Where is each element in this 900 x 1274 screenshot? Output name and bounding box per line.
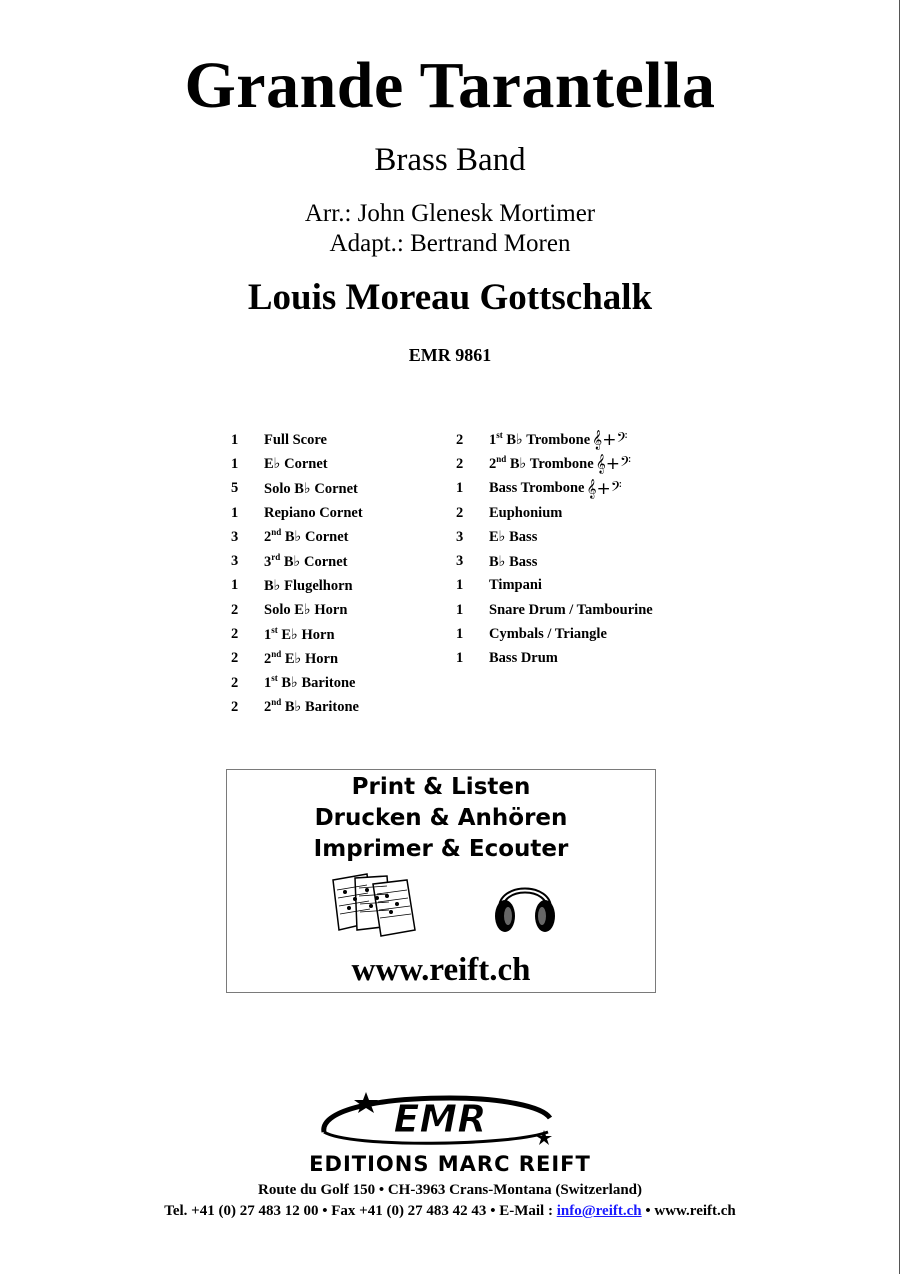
part-quantity: 2 [231, 674, 239, 691]
part-name [264, 455, 328, 473]
part-name [264, 528, 349, 546]
part-row [231, 695, 363, 719]
part-label: B♭ Trombone [506, 456, 594, 473]
part-label: B♭ Flugelhorn [264, 577, 353, 594]
parts-list-left [231, 428, 363, 720]
part-name [489, 431, 590, 449]
part-label: B♭ Trombone [502, 432, 591, 449]
part-name [489, 505, 562, 522]
part-quantity: 1 [456, 626, 464, 643]
part-label: B♭ Bass [489, 553, 538, 570]
part-name [264, 480, 358, 498]
separator: • [490, 1203, 496, 1219]
treble-bass-clef-icon: 𝄞+𝄢 [595, 454, 631, 475]
part-ordinal-suffix: nd [496, 454, 507, 465]
separator: • [322, 1203, 328, 1219]
part-row [231, 598, 363, 622]
part-name [264, 553, 348, 571]
part-name [264, 577, 353, 595]
part-ordinal-suffix: nd [271, 648, 282, 659]
part-ordinal: 3 [264, 553, 272, 570]
part-row [231, 428, 363, 452]
part-row [231, 549, 363, 573]
part-quantity: 2 [456, 504, 464, 521]
print-listen-url[interactable]: www.reift.ch [351, 952, 531, 988]
part-label: Timpani [489, 577, 542, 594]
part-label: Full Score [264, 431, 327, 448]
part-quantity: 1 [231, 504, 239, 521]
part-ordinal: 1 [489, 432, 497, 449]
part-row [231, 477, 363, 501]
part-quantity: 1 [231, 455, 239, 472]
part-name [264, 601, 347, 619]
part-label: Bass Drum [489, 650, 558, 667]
part-quantity: 2 [231, 626, 239, 643]
part-name [264, 432, 327, 449]
part-name [489, 602, 653, 619]
part-ordinal-suffix: st [496, 430, 503, 441]
part-name [489, 577, 542, 594]
email-link[interactable]: info@reift.ch [556, 1203, 642, 1219]
treble-bass-clef-icon: 𝄞+𝄢 [592, 430, 628, 451]
part-quantity: 2 [231, 650, 239, 667]
part-row [456, 574, 653, 598]
adapter-credit: Adapt.: Bertrand Moren [329, 230, 571, 257]
phone-number: Tel. +41 (0) 27 483 12 00 [164, 1203, 319, 1219]
part-row [456, 525, 653, 549]
sheet-music-icon [329, 872, 419, 938]
print-listen-box [226, 769, 656, 993]
part-row [231, 671, 363, 695]
part-name [264, 626, 335, 644]
part-label: B♭ Cornet [280, 553, 348, 570]
part-label: B♭ Cornet [281, 529, 349, 546]
treble-bass-clef-icon: 𝄞+𝄢 [586, 478, 622, 499]
part-ordinal: 2 [264, 529, 272, 546]
part-quantity: 1 [231, 431, 239, 448]
emr-logo [310, 1092, 570, 1150]
part-row [456, 452, 653, 476]
part-label: Euphonium [489, 504, 563, 521]
fax-number: Fax +41 (0) 27 483 42 43 [331, 1203, 487, 1219]
part-label: Snare Drum / Tambourine [489, 601, 653, 618]
part-name [489, 480, 584, 497]
part-ordinal: 1 [264, 626, 272, 643]
part-ordinal: 1 [264, 675, 272, 692]
part-quantity: 1 [231, 577, 239, 594]
parts-list-right [456, 428, 653, 671]
separator: • [645, 1203, 651, 1219]
ensemble-subtitle: Brass Band [374, 142, 526, 178]
part-name [264, 698, 359, 716]
part-row [231, 647, 363, 671]
part-ordinal: 2 [489, 456, 497, 473]
part-name [489, 626, 607, 643]
publisher-address: Route du Golf 150 • CH-3963 Crans-Montana (Switzerland) [258, 1182, 642, 1198]
part-row [456, 598, 653, 622]
publisher-name: EDITIONS MARC REIFT [309, 1152, 591, 1176]
part-label: Repiano Cornet [264, 504, 363, 521]
part-name [264, 674, 355, 692]
part-quantity: 1 [456, 577, 464, 594]
part-quantity: 2 [456, 431, 464, 448]
part-row [456, 549, 653, 573]
part-label: Solo E♭ Horn [264, 602, 348, 619]
part-label: Bass Trombone [489, 480, 585, 497]
part-row [456, 622, 653, 646]
part-ordinal-suffix: nd [271, 697, 282, 708]
svg-text:EMR: EMR [393, 1097, 487, 1141]
part-label: Solo B♭ Cornet [264, 480, 358, 497]
part-quantity: 3 [231, 553, 239, 570]
part-row [231, 501, 363, 525]
part-quantity: 5 [231, 480, 239, 497]
part-name [489, 650, 558, 667]
part-row [456, 477, 653, 501]
print-listen-fr: Imprimer & Ecouter [313, 836, 569, 862]
website-link[interactable]: www.reift.ch [654, 1203, 736, 1219]
part-ordinal: 2 [264, 650, 272, 667]
arranger-credit: Arr.: John Glenesk Mortimer [304, 200, 596, 227]
part-ordinal-suffix: rd [271, 551, 281, 562]
part-ordinal-suffix: st [271, 673, 278, 684]
part-label: B♭ Baritone [281, 699, 359, 716]
part-name [264, 505, 363, 522]
part-row [456, 647, 653, 671]
part-row [456, 428, 653, 452]
part-quantity: 1 [456, 601, 464, 618]
part-quantity: 1 [456, 480, 464, 497]
part-name [489, 553, 537, 571]
part-name [489, 528, 537, 546]
part-label: E♭ Horn [281, 650, 339, 667]
part-row [456, 501, 653, 525]
part-quantity: 2 [231, 698, 239, 715]
print-listen-de: Drucken & Anhören [314, 805, 568, 831]
part-quantity: 3 [456, 528, 464, 545]
email-label: E-Mail : [499, 1203, 553, 1219]
part-label: Cymbals / Triangle [489, 626, 607, 643]
headphones-icon [493, 870, 557, 936]
part-label: E♭ Bass [489, 529, 538, 546]
part-name [489, 455, 594, 473]
part-label: E♭ Cornet [264, 456, 328, 473]
part-row [231, 622, 363, 646]
part-row [231, 525, 363, 549]
part-name [264, 650, 338, 668]
score-title: Grande Tarantella [184, 49, 716, 122]
part-row [231, 574, 363, 598]
print-listen-en: Print & Listen [351, 774, 531, 800]
composer-name: Louis Moreau Gottschalk [247, 277, 653, 318]
part-quantity: 3 [231, 528, 239, 545]
part-ordinal-suffix: nd [271, 527, 282, 538]
part-label: E♭ Horn [277, 626, 335, 643]
part-row [231, 452, 363, 476]
part-quantity: 2 [231, 601, 239, 618]
part-quantity: 1 [456, 650, 464, 667]
part-quantity: 3 [456, 553, 464, 570]
catalog-number: EMR 9861 [408, 345, 492, 365]
part-ordinal-suffix: st [271, 624, 278, 635]
publisher-contact [0, 1203, 900, 1220]
part-ordinal: 2 [264, 699, 272, 716]
part-label: B♭ Baritone [277, 675, 356, 692]
part-quantity: 2 [456, 455, 464, 472]
